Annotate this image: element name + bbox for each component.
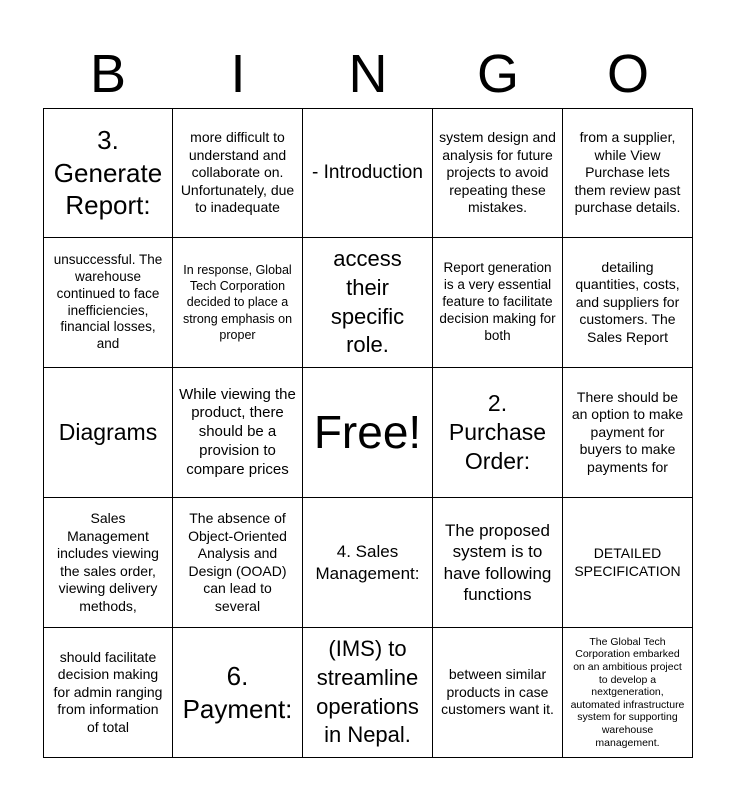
header-letter-i: I bbox=[230, 44, 246, 104]
bingo-cell: system design and analysis for future projects to avoid repeating these mistakes. bbox=[433, 108, 563, 238]
bingo-header bbox=[43, 40, 693, 108]
bingo-cell: - Introduction bbox=[303, 108, 433, 238]
bingo-cell: should facilitate decision making for admin ranging from information of total bbox=[43, 628, 173, 758]
bingo-cell: 6. Payment: bbox=[173, 628, 303, 758]
bingo-cell: There should be an option to make payment for buyers to make payments for bbox=[563, 368, 693, 498]
bingo-cell: Report generation is a very essential feature to facilitate decision making for both bbox=[433, 238, 563, 368]
bingo-cell: 3. Generate Report: bbox=[43, 108, 173, 238]
bingo-cell: from a supplier, while View Purchase lets them review past purchase details. bbox=[563, 108, 693, 238]
bingo-cell: detailing quantities, costs, and suppliers for customers. The Sales Report bbox=[563, 238, 693, 368]
bingo-cell: 2. Purchase Order: bbox=[433, 368, 563, 498]
bingo-cell: unsuccessful. The warehouse continued to face inefficiencies, financial losses, and bbox=[43, 238, 173, 368]
bingo-cell: Sales Management includes viewing the sales order, viewing delivery methods, bbox=[43, 498, 173, 628]
header-letter-b: B bbox=[89, 44, 127, 104]
bingo-cell: access their specific role. bbox=[303, 238, 433, 368]
bingo-cell: 4. Sales Management: bbox=[303, 498, 433, 628]
bingo-cell: The proposed system is to have following functions bbox=[433, 498, 563, 628]
header-letter-g: G bbox=[476, 44, 519, 104]
bingo-cell: The Global Tech Corporation embarked on an ambitious project to develop a nextgeneration, automated infrastructure system for supporting warehouse management. bbox=[563, 628, 693, 758]
bingo-cell: In response, Global Tech Corporation decided to place a strong emphasis on proper bbox=[173, 238, 303, 368]
header-letter-n: N bbox=[348, 44, 388, 104]
bingo-board bbox=[43, 108, 693, 758]
bingo-cell: While viewing the product, there should be a provision to compare prices bbox=[173, 368, 303, 498]
bingo-cell: DETAILED SPECIFICATION bbox=[563, 498, 693, 628]
free-space: Free! bbox=[303, 368, 433, 498]
bingo-cell: (IMS) to streamline operations in Nepal. bbox=[303, 628, 433, 758]
bingo-cell: more difficult to understand and collaborate on. Unfortunately, due to inadequate bbox=[173, 108, 303, 238]
bingo-cell: Diagrams bbox=[43, 368, 173, 498]
bingo-cell: between similar products in case customers want it. bbox=[433, 628, 563, 758]
bingo-cell: The absence of Object-Oriented Analysis and Design (OOAD) can lead to several bbox=[173, 498, 303, 628]
header-letter-o: O bbox=[606, 44, 649, 104]
